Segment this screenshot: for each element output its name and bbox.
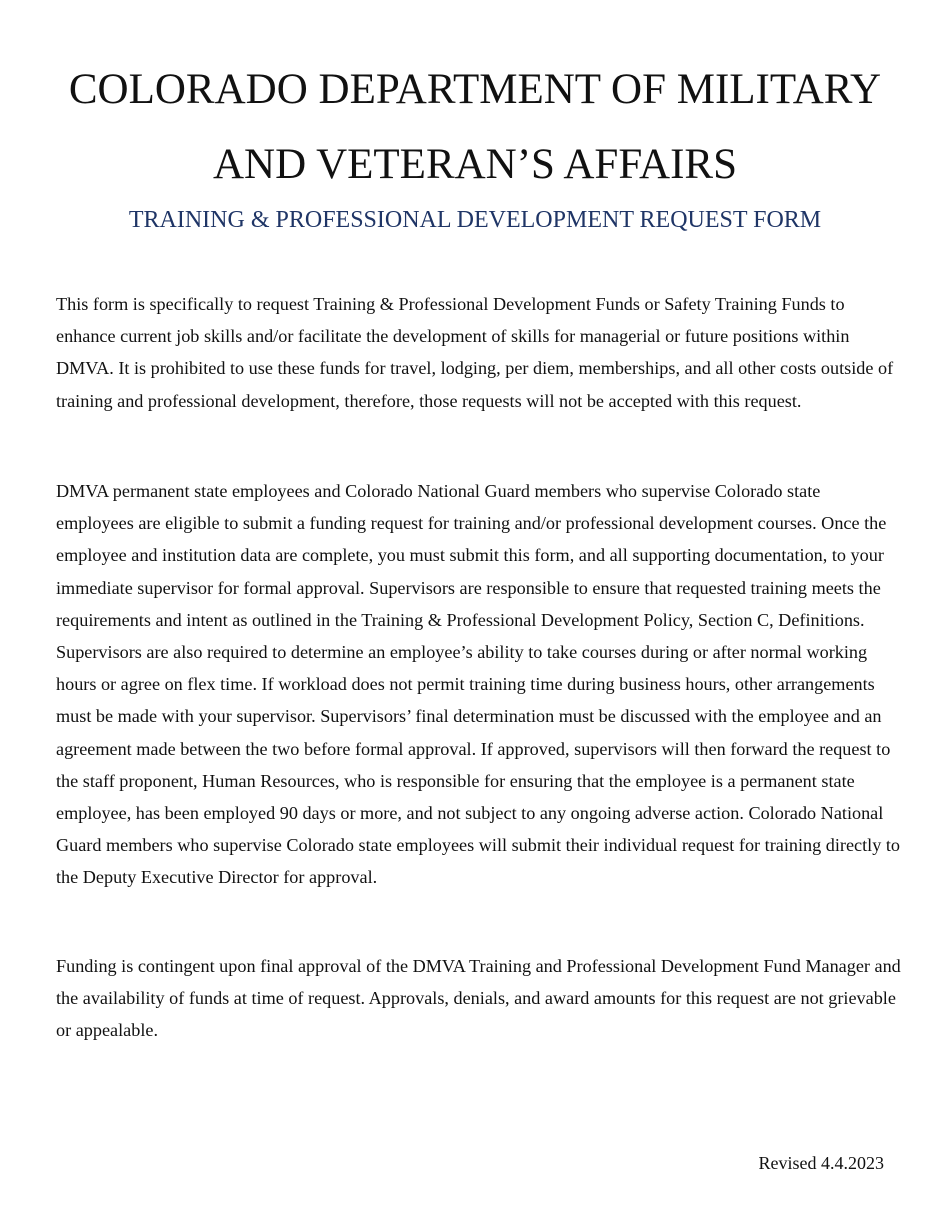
- revision-date: Revised 4.4.2023: [758, 1153, 884, 1173]
- funding-paragraph: Funding is contingent upon final approval of the DMVA Training and Professional Development Fund Manager and the availability of funds at time of request. Approvals, denials, and award amounts for this request are not grievable or appealable.: [56, 956, 901, 1041]
- organization-title: [40, 52, 910, 202]
- eligibility-paragraph: DMVA permanent state employees and Colorado National Guard members who supervise Colorado state employees are eligible to submit a funding request for training and/or professional development courses. Once the employee and institution data are complete, you must submit this form, and all supporting documentation, to your immediate supervisor for formal approval. Supervisors are responsible to ensure that requested training meets the requirements and intent as outlined in the Training & Professional Development Policy, Section C, Definitions. Supervisors are also required to determine an employee’s ability to take courses during or after normal working hours or agree on flex time. If workload does not permit training time during business hours, other arrangements must be made with your supervisor. Supervisors’ final determination must be discussed with the employee and an agreement made between the two before formal approval. If approved, supervisors will then forward the request to the staff proponent, Human Resources, who is responsible for ensuring that the employee is a permanent state employee, has been employed 90 days or more, and not subject to any ongoing adverse action. Colorado National Guard members who supervise Colorado state employees will submit their individual request for training directly to the Deputy Executive Director for approval.: [56, 481, 901, 888]
- form-title: TRAINING & PROFESSIONAL DEVELOPMENT REQUEST FORM: [128, 207, 822, 233]
- organization-title-line-2: AND VETERAN’S AFFAIRS: [212, 141, 738, 188]
- intro-paragraph: This form is specifically to request Training & Professional Development Funds or Safety Training Funds to enhance current job skills and/or facilitate the development of skills for managerial or future positions within DMVA. It is prohibited to use these funds for travel, lodging, per diem, memberships, and all other costs outside of training and professional development, therefore, those requests will not be accepted with this request.: [56, 294, 894, 411]
- organization-title-line-1: COLORADO DEPARTMENT OF MILITARY: [68, 66, 882, 113]
